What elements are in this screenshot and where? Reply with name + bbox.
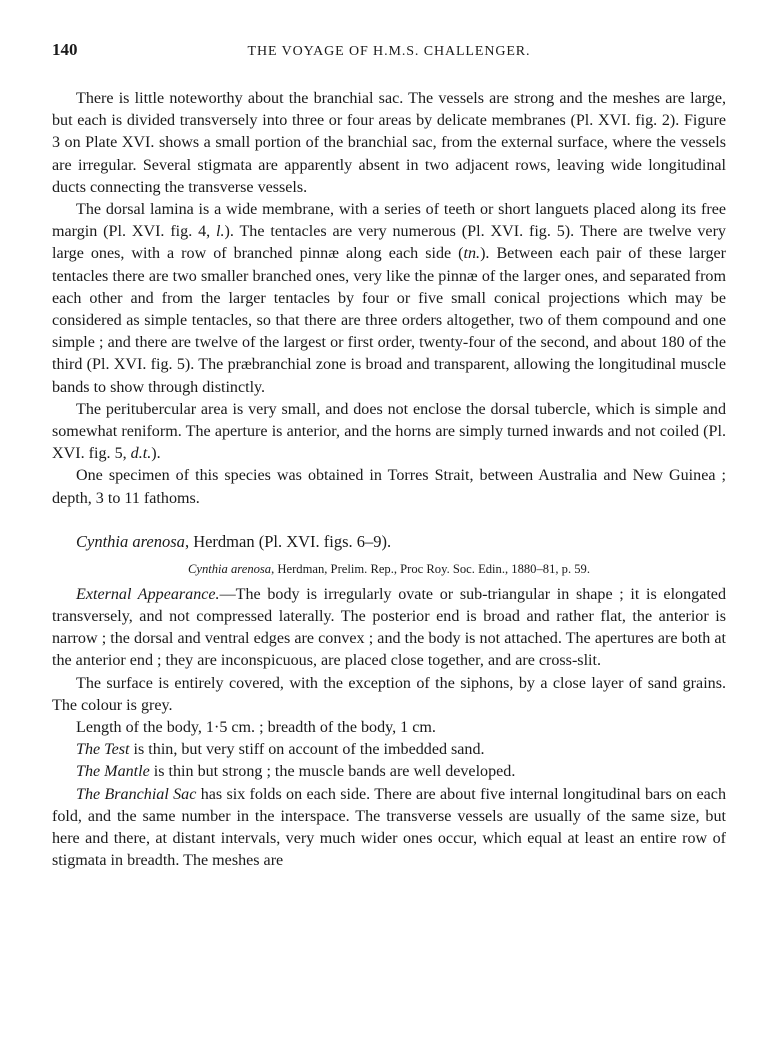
paragraph-test: The Test is thin, but very stiff on account of the imbedded sand. — [76, 741, 485, 759]
running-title: THE VOYAGE OF H.M.S. CHALLENGER. — [247, 44, 531, 59]
species-citation: Cynthia arenosa, Herdman, Prelim. Rep., Proc Roy. Soc. Edin., 1880–81, p. 59. — [187, 561, 591, 576]
paragraph-branchial-sac: There is little noteworthy about the branchial sac. The vessels are strong and the meshes are large, but each is divided transversely into three or four areas by delicate membranes (Pl. XVI. fig. 2). Figure 3 on Plate XVI. shows a small portion of the branchial sac, from the external surface, where the vessels are irregular. Several stigmata are apparently absent in two adjacent rows, leaving wide longitudinal ducts connecting the transverse vessels. — [52, 90, 726, 196]
paragraph-peritubercular: The peritubercular area is very small, and does not enclose the dorsal tubercle, which is simple and somewhat reniform. The aperture is anterior, and the horns are simply turned inwards and not coiled (Pl. XVI. fig. 5, d.t.). — [52, 400, 726, 463]
species-heading: Cynthia arenosa, Herdman (Pl. XVI. figs. 6–9). — [76, 531, 392, 551]
page-number: 140 — [52, 40, 78, 59]
document-page — [52, 40, 726, 873]
paragraph-dorsal-lamina: The dorsal lamina is a wide membrane, with a series of teeth or short languets placed along its free margin (Pl. XVI. fig. 4, l.). The tentacles are very numerous (Pl. XVI. fig. 5). There are twelve very large ones, with a row of branched pinnæ along each side (tn.). Between each pair of these larger tentacles there are two smaller branched ones, very like the pinnæ of the larger ones, and separated from each other and from the larger tentacles by four or five small conical projections which may be considered as simple tentacles, so that there are three orders altogether, two of them compound and one simple ; and there are twelve of the largest or first order, twenty-four of the second, and about 180 of the third (Pl. XVI. fig. 5). The præbranchial zone is broad and transparent, allowing the longitudinal muscle bands to show through distinctly. — [52, 201, 726, 396]
paragraph-surface: The surface is entirely covered, with the exception of the siphons, by a close layer of sand grains. The colour is grey. — [52, 674, 726, 714]
page-header — [52, 40, 726, 68]
paragraph-mantle: The Mantle is thin but strong ; the muscle bands are well developed. — [76, 763, 516, 781]
paragraph-locality: One specimen of this species was obtained in Torres Strait, between Australia and New Guinea ; depth, 3 to 11 fathoms. — [52, 467, 726, 507]
paragraph-branchial-sac-description: The Branchial Sac has six folds on each side. There are about five internal longitudinal bars on each fold, and the same number in the interspace. The transverse vessels are usually of the same size, but here and there, at distant intervals, very much wider ones occur, which equal at least an entire row of stigmata in breadth. The meshes are — [52, 785, 726, 870]
paragraph-external-appearance: External Appearance.—The body is irregularly ovate or sub-triangular in shape ; it is elongated transversely, and not compressed laterally. The posterior end is broad and rather flat, the anterior is narrow ; the dorsal and ventral edges are convex ; and the body is not attached. The apertures are both at the anterior end ; they are inconspicuous, are placed close together, and are cross-slit. — [52, 585, 726, 670]
paragraph-dimensions: Length of the body, 1·5 cm. ; breadth of the body, 1 cm. — [76, 719, 436, 737]
